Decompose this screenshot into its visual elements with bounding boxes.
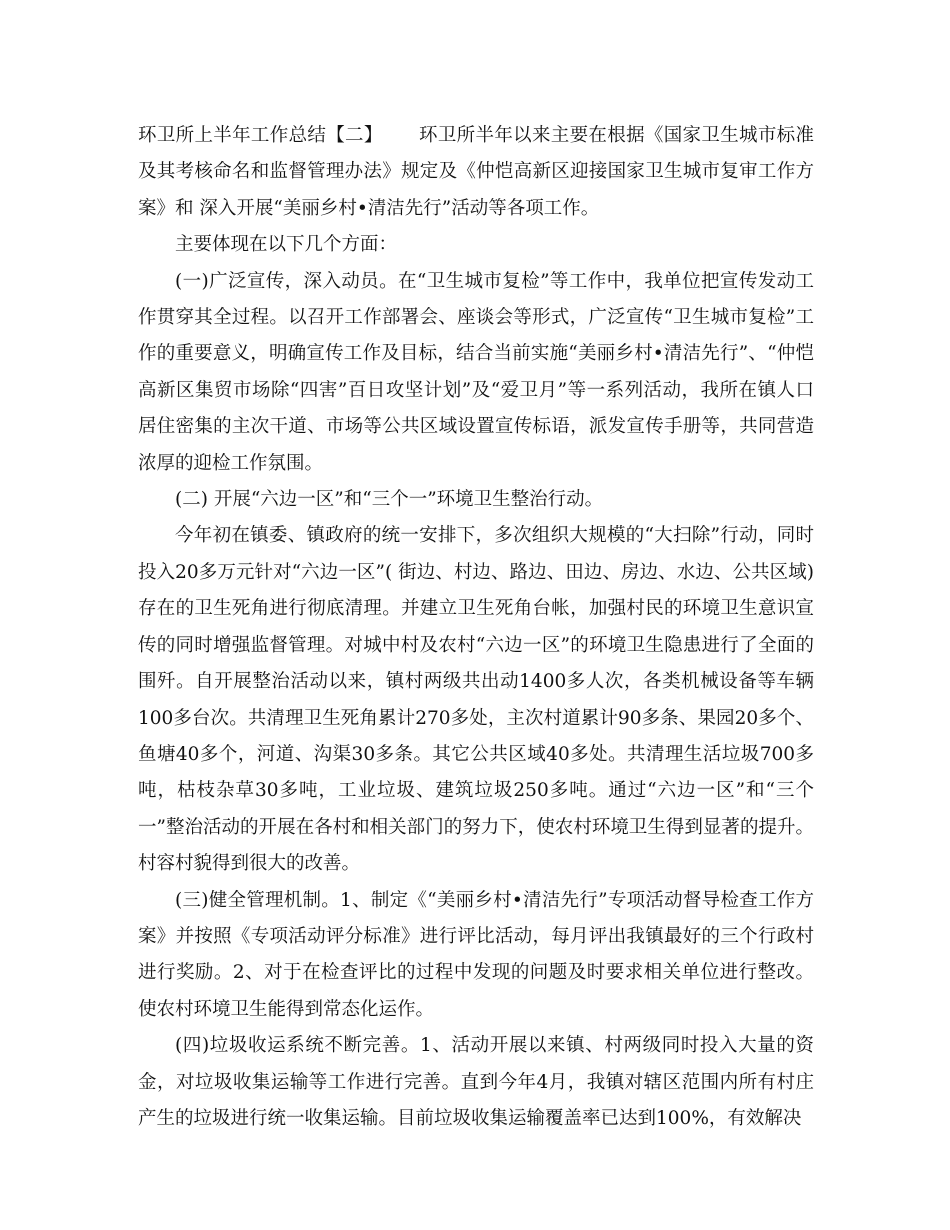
paragraph-section-2-heading: (二) 开展“六边一区”和“三个一”环境卫生整治行动。 (175, 489, 604, 511)
paragraph-section-3: (三)健全管理机制。1、制定《“美丽乡村•清洁先行”专项活动督导检查工作方案》并按照《专项活动评分标准》进行评比活动，每月评出我镇最好的三个行政村进行奖励。2、对于在检查评比的过程中发现的问题及时要求相关单位进行整改。使农村环境卫生能得到常态化运作。 (138, 889, 814, 1020)
paragraph-aspects-intro: 主要体现在以下几个方面： (175, 234, 398, 256)
paragraph-section-1: (一)广泛宣传，深入动员。在“卫生城市复检”等工作中，我单位把宣传发动工作贯穿其全过程。以召开工作部署会、座谈会等形式，广泛宣传“卫生城市复检”工作的重要意义，明确宣传工作及目标，结合当前实施“美丽乡村•清洁先行”、“仲恺高新区集贸市场除“四害”百日攻坚计划”及“爱卫月”等一系列活动，我所在镇人口居住密集的主次干道、市场等公共区域设置宣传标语，派发宣传手册等，共同营造浓厚的迎检工作氛围。 (138, 270, 814, 474)
intro-text: 环卫所半年以来主要在根据《国家卫生城市标准及其考核命名和监督管理办法》规定及《仲恺高新区迎接国家卫生城市复审工作方案》和 深入开展“美丽乡村•清洁先行”活动等各项工作。 (138, 125, 814, 219)
document-body (138, 118, 814, 1137)
document-title: 环卫所上半年工作总结【二】 (138, 125, 383, 146)
title-paragraph (138, 118, 814, 227)
paragraph-section-2-body: 今年初在镇委、镇政府的统一安排下，多次组织大规模的“大扫除”行动，同时投入20多万元针对“六边一区”( 街边、村边、路边、田边、房边、水边、公共区域)存在的卫生死角进行彻底清理。并建立卫生死角台帐，加强村民的环境卫生意识宣传的同时增强监督管理。对城中村及农村“六边一区”的环境卫生隐患进行了全面的围歼。自开展整治活动以来，镇村两级共出动1400多人次，各类机械设备等车辆100多台次。共清理卫生死角累计270多处，主次村道累计90多条、果园20多个、鱼塘40多个，河道、沟渠30多条。其它公共区域40多处。共清理生活垃圾700多吨，枯枝杂草30多吨，工业垃圾、建筑垃圾250多吨。通过“六边一区”和“三个一”整治活动的开展在各村和相关部门的努力下，使农村环境卫生得到显著的提升。村容村貌得到很大的改善。 (138, 525, 814, 875)
paragraph-section-4: (四)垃圾收运系统不断完善。1、活动开展以来镇、村两级同时投入大量的资金，对垃圾收集运输等工作进行完善。直到今年4月，我镇对辖区范围内所有村庄产生的垃圾进行统一收集运输。目前垃圾收集运输覆盖率已达到100%，有效解决 (138, 1035, 814, 1129)
